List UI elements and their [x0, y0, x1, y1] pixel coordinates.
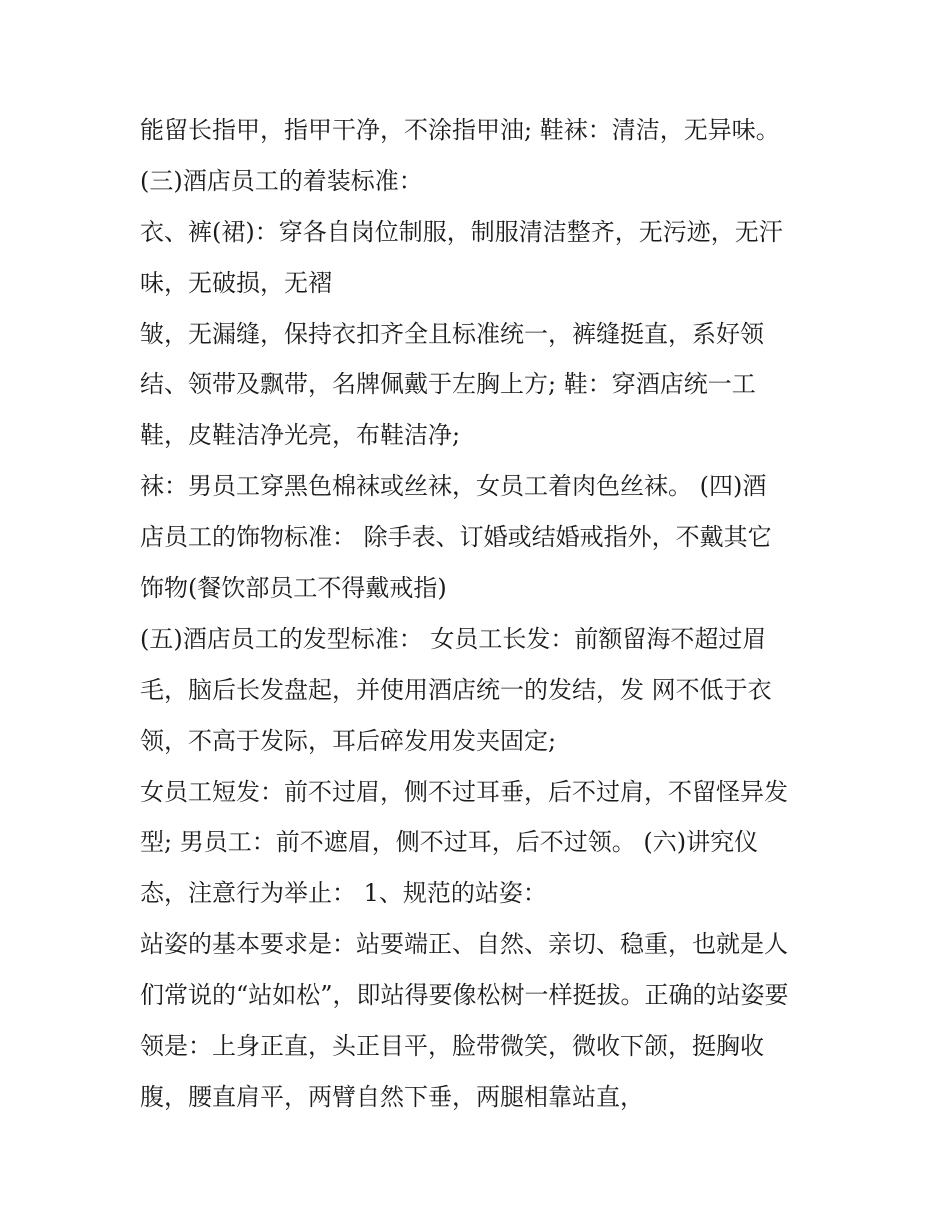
text-line: 腹，腰直肩平，两臂自然下垂，两腿相靠站直， [140, 1082, 644, 1111]
text-line: 饰物(餐饮部员工不得戴戒指) [140, 574, 447, 603]
text-line: 态，注意行为举止： 1、规范的站姿： [140, 879, 547, 908]
text-line: 鞋，皮鞋洁净光亮，布鞋洁净; [140, 421, 461, 450]
text-line: 们常说的“站如松”，即站得要像松树一样挺拔。正确的站姿要 [140, 981, 789, 1010]
text-line: (五)酒店员工的发型标准： 女员工长发：前额留海不超过眉 [140, 624, 767, 653]
body-text [140, 108, 820, 1126]
text-line: 领是：上身正直，头正目平，脸带微笑，微收下颌，挺胸收 [140, 1032, 764, 1061]
text-line: 店员工的饰物标准： 除手表、订婚或结婚戒指外，不戴其它 [140, 523, 772, 552]
text-line: 站姿的基本要求是：站要端正、自然、亲切、稳重，也就是人 [140, 930, 788, 959]
text-line: 结、领带及飘带，名牌佩戴于左胸上方; 鞋：穿酒店统一工 [140, 370, 756, 399]
text-line: 皱，无漏缝，保持衣扣齐全且标准统一，裤缝挺直，系好领 [140, 319, 764, 348]
text-line: 女员工短发：前不过眉，侧不过耳垂，后不过肩，不留怪异发 [140, 777, 788, 806]
text-line: 毛，脑后长发盘起，并使用酒店统一的发结，发 网不低于衣 [140, 675, 772, 704]
text-line: 味，无破损，无褶 [140, 268, 332, 297]
text-line: 衣、裤(裙)：穿各自岗位制服，制服清洁整齐，无污迹，无汗 [140, 217, 783, 246]
text-line: 领，不高于发际，耳后碎发用发夹固定; [140, 726, 557, 755]
text-line: 能留长指甲，指甲干净，不涂指甲油; 鞋袜：清洁，无异味。 [140, 116, 780, 144]
text-line: 袜：男员工穿黑色棉袜或丝袜，女员工着肉色丝袜。 (四)酒 [140, 472, 767, 501]
section-heading: (三)酒店员工的着装标准： [140, 166, 423, 195]
text-line: 型; 男员工：前不遮眉，侧不过耳，后不过领。 (六)讲究仪 [140, 828, 759, 857]
